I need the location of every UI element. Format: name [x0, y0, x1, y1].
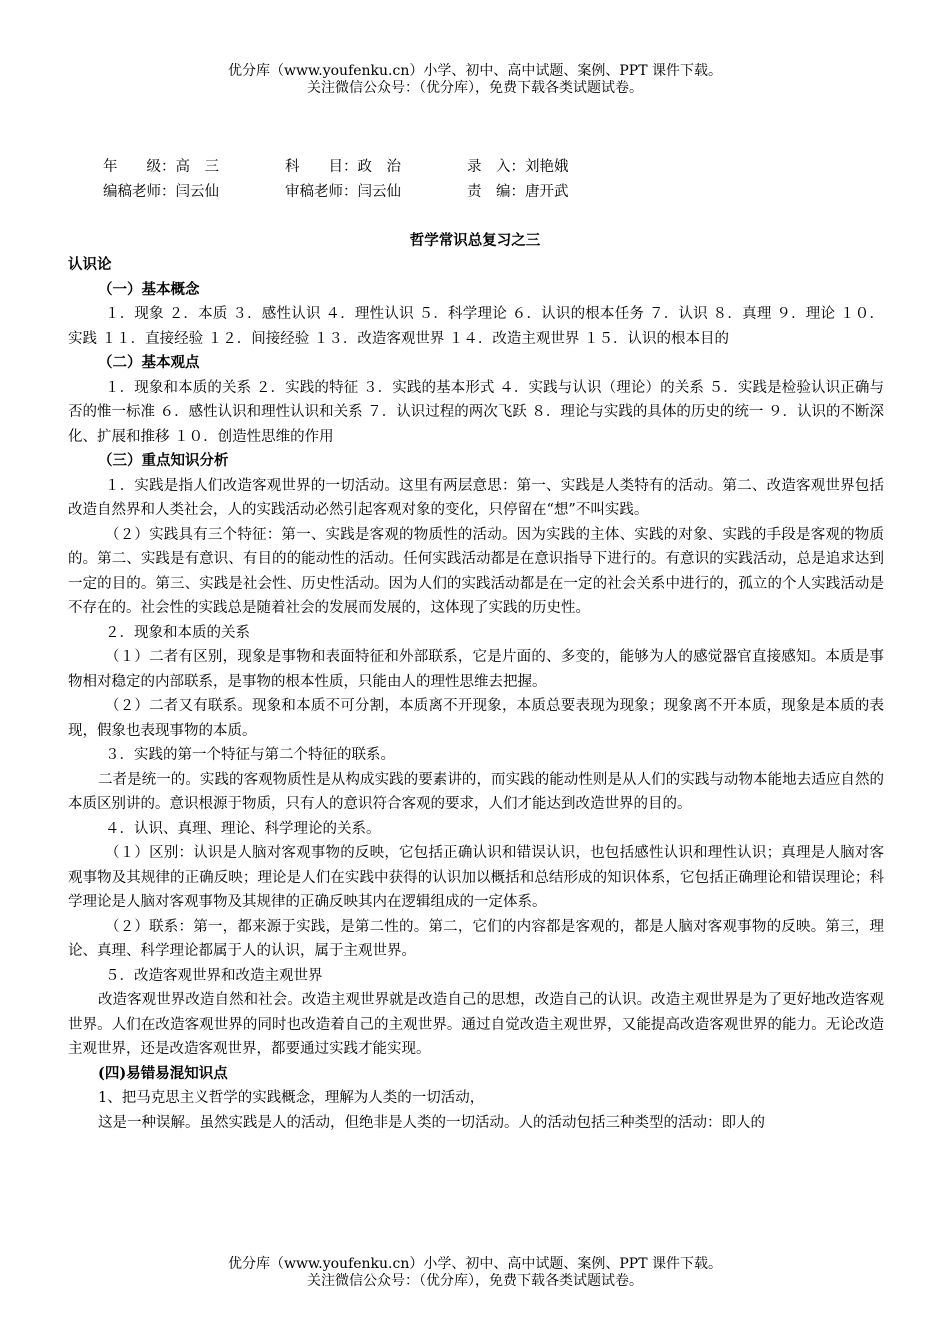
paragraph: （２）实践具有三个特征：第一、实践是客观的物质性的活动。因为实践的主体、实践的对象、实践的手段是客观的物质的。第二、实践是有意识、有目的的能动性的活动。任何实践活动都是在意识指导下进行的。有意识的实践活动，总是追求达到一定的目的。第三、实践是社会性、历史性活动。因为人们的实践活动都是在一定的社会关系中进行的，孤立的个人实践活动是不存在的。社会性的实践总是随着社会的发展而发展的，这体现了实践的历史性。 — [68, 526, 884, 616]
paragraph: １．现象和本质的关系 ２．实践的特征 ３．实践的基本形式 ４．实践与认识（理论）的关系 ５．实践是检验认识正确与否的惟一标准 ６．感性认识和理性认识和关系 ７．认识过程的两次飞跃 ８．理论与实践的具体的历史的统一 ９．认识的不断深化、扩展和推移 １０．创造性思维的作用 — [68, 379, 884, 445]
paragraph: 二者是统一的。实践的客观物质性是从构成实践的要素讲的，而实践的能动性则是从人们的实践与动物本能地去适应自然的本质区别讲的。意识根源于物质，只有人的意识符合客观的要求，人们才能达到改造世界的目的。 — [68, 771, 884, 812]
paragraph: １．实践是指人们改造客观世界的一切活动。这里有两层意思：第一、实践是人类特有的活动。第二、改造客观世界包括改造自然界和人类社会，人的实践活动必然引起客观对象的变化，只停留在“想”不叫实践。 — [68, 477, 884, 518]
paragraph: 改造客观世界改造自然和社会。改造主观世界就是改造自己的思想，改造自己的认识。改造主观世界是为了更好地改造客观世界。人们在改造客观世界的同时也改造着自己的主观世界。通过自觉改造主观世界，又能提高改造客观世界的能力。无论改造主观世界，还是改造客观世界，都要通过实践才能实现。 — [68, 992, 884, 1057]
page-header — [0, 63, 950, 97]
subsection-heading-3: （三）重点知识分析 — [98, 452, 229, 469]
subsection-heading-1: （一）基本概念 — [98, 280, 200, 298]
page-footer — [0, 1256, 950, 1290]
paragraph: 1、把马克思主义哲学的实践概念，理解为人类的一切活动， — [98, 1090, 485, 1106]
footer-line-1: 优分库（www.youfenku.cn）小学、初中、高中试题、案例、PPT 课件下载。 — [227, 1256, 722, 1272]
meta-chief-editor: 责 编：唐开武 — [467, 184, 569, 200]
subsection-heading-4: (四)易错易混知识点 — [98, 1064, 228, 1082]
subsection-heading-2: （二）基本观点 — [98, 354, 200, 371]
meta-reviewer: 审稿老师：闫云仙 — [285, 184, 401, 200]
meta-editor: 编稿老师：闫云仙 — [103, 184, 219, 200]
section-heading: 认识论 — [68, 256, 112, 273]
paragraph: （１）区别：认识是人脑对客观事物的反映，它包括正确认识和错误认识，也包括感性认识和理性认识；真理是人脑对客观事物及其规律的正确反映；理论是人们在实践中获得的认识加以概括和总结形成的知识体系，它包括正确理论和错误理论；科学理论是人脑对客观事物及其规律的正确反映其内在逻辑组成的一定体系。 — [68, 845, 884, 910]
document-meta — [103, 155, 649, 205]
document-title: 哲学常识总复习之三 — [409, 232, 541, 249]
paragraph: （２）二者又有联系。现象和本质不可分割，本质离不开现象，本质总要表现为现象；现象离不开本质，现象是本质的表现，假象也表现事物的本质。 — [68, 698, 884, 739]
footer-line-2: 关注微信公众号：（优分库），免费下载各类试题试卷。 — [307, 1273, 643, 1289]
paragraph: ３．实践的第一个特征与第二个特征的联系。 — [105, 747, 395, 763]
header-line-1: 优分库（www.youfenku.cn）小学、初中、高中试题、案例、PPT 课件下载。 — [227, 63, 722, 79]
paragraph: 这是一种误解。虽然实践是人的活动，但绝非是人类的一切活动。人的活动包括三种类型的活动：即人的 — [98, 1114, 765, 1131]
header-line-2: 关注微信公众号：（优分库），免费下载各类试题试卷。 — [307, 80, 643, 96]
meta-row-2 — [103, 180, 649, 205]
meta-subject: 科 目：政 治 — [285, 159, 401, 175]
paragraph: １．现象 ２．本质 ３．感性认识 ４．理性认识 ５．科学理论 ６．认识的根本任务 ７．认识 ８．真理 ９．理论 １０．实践 １１．直接经验 １２．间接经验 １３．改造客观世界 １４．改造主观世界 １５．认识的根本目的 — [68, 306, 884, 347]
paragraph: ４．认识、真理、理论、科学理论的关系。 — [105, 820, 381, 837]
paragraph: （１）二者有区别，现象是事物和表面特征和外部联系，它是片面的、多变的，能够为人的感觉器官直接感知。本质是事物相对稳定的内部联系，是事物的根本性质，只能由人的理性思维去把握。 — [68, 649, 884, 690]
paragraph: ５．改造客观世界和改造主观世界 — [105, 967, 323, 984]
meta-grade: 年 级：高 三 — [103, 159, 219, 175]
paragraph: ２．现象和本质的关系 — [105, 624, 250, 641]
paragraph: （２）联系：第一，都来源于实践，是第二性的。第二，它们的内容都是客观的，都是人脑对客观事物的反映。第三，理论、真理、科学理论都属于人的认识，属于主观世界。 — [68, 918, 884, 959]
meta-entry: 录 入：刘艳娥 — [467, 159, 569, 175]
document-body — [68, 253, 884, 1135]
meta-row-1 — [103, 155, 649, 180]
